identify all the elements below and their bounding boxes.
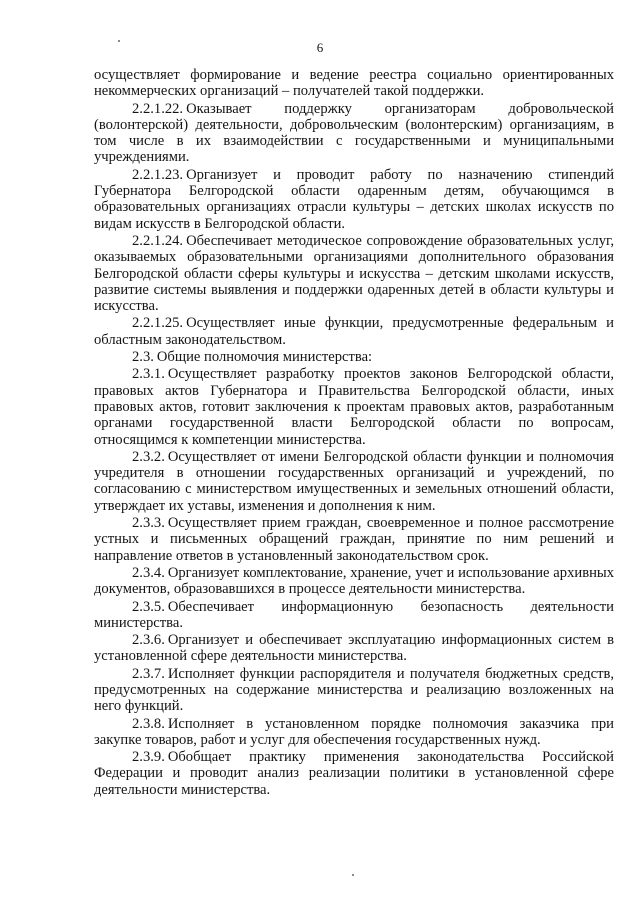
paragraph (94, 167, 614, 232)
clause-number: 2.3.9. (132, 749, 165, 766)
scan-speck (352, 874, 354, 876)
paragraph (94, 565, 614, 598)
scan-speck (118, 40, 120, 42)
paragraph (94, 599, 614, 632)
clause-number: 2.3. (132, 349, 154, 366)
paragraph (94, 666, 614, 715)
clause-number: 2.3.2. (132, 448, 165, 465)
clause-text: Осуществляет прием граждан, своевременное и полное рассмотрение устных и письменных обращений граждан, принятие по ним решений и направление ответов в установленный законодательством срок. (94, 515, 614, 564)
clause-number: 2.3.1. (132, 366, 165, 383)
paragraph (94, 315, 614, 348)
paragraph (94, 233, 614, 314)
document-body (94, 67, 614, 799)
paragraph (94, 632, 614, 665)
clause-text: Организует и проводит работу по назначению стипендий Губернатора Белгородской области одаренным детям, обучающимся в образовательных организациях отрасли культуры – детских школах искусств по видам искусств в Белгородской области. (94, 166, 614, 232)
clause-number: 2.2.1.24. (132, 232, 184, 249)
clause-number: 2.3.5. (132, 598, 165, 615)
page-number: 6 (316, 40, 324, 55)
paragraph (94, 67, 614, 100)
clause-text: осуществляет формирование и ведение реестра социально ориентированных некоммерческих организаций – получателей такой поддержки. (94, 67, 614, 100)
clause-number: 2.2.1.25. (132, 315, 184, 332)
clause-text: Исполняет в установленном порядке полномочия заказчика при закупке товаров, работ и услуг для обеспечения государственных нужд. (94, 715, 614, 748)
clause-text: Общие полномочия министерства: (156, 349, 373, 366)
paragraph (94, 716, 614, 749)
clause-number: 2.3.7. (132, 665, 165, 682)
paragraph (94, 449, 614, 514)
clause-text: Исполняет функции распорядителя и получателя бюджетных средств, предусмотренных на содержание министерства и реализацию возложенных на него функций. (94, 665, 614, 715)
clause-text: Осуществляет от имени Белгородской области функции и полномочия учредителя в отношении государственных организаций и учреждений, по согласованию с министерством имущественных и земельных отношений области, утверждает их уставы, изменения и дополнения к ним. (94, 448, 614, 514)
clause-text: Обобщает практику применения законодательства Российской Федерации и проводит анализ реализации политики в установленной сфере деятельности министерства. (94, 749, 614, 798)
paragraph (94, 749, 614, 798)
paragraph (94, 515, 614, 564)
clause-number: 2.3.3. (132, 515, 165, 532)
clause-number: 2.3.6. (132, 632, 165, 649)
clause-text: Оказывает поддержку организаторам добровольческой (волонтерской) деятельности, добровольческим (волонтерским) организациям, в том числе в их взаимодействии с государственными и муниципальными учреждениями. (94, 100, 614, 166)
clause-text: Осуществляет иные функции, предусмотренные федеральным и областным законодательством. (94, 315, 614, 348)
clause-number: 2.2.1.22. (132, 100, 184, 117)
paragraph (94, 366, 614, 447)
clause-text: Организует комплектование, хранение, учет и использование архивных документов, образовавшихся в процессе деятельности министерства. (94, 564, 614, 598)
clause-number: 2.3.4. (132, 564, 165, 581)
paragraph (94, 349, 614, 365)
clause-number: 2.3.8. (132, 715, 165, 732)
clause-number: 2.2.1.23. (132, 166, 184, 183)
paragraph (94, 101, 614, 166)
clause-text: Обеспечивает информационную безопасность деятельности министерства. (94, 598, 614, 631)
clause-text: Организует и обеспечивает эксплуатацию информационных систем в установленной сфере деятельности министерства. (94, 632, 614, 665)
clause-text: Обеспечивает методическое сопровождение образовательных услуг, оказываемых образовательными организациями дополнительного образования Белгородской области сферы культуры и искусства – детским школами искусств, развитие системы выявления и поддержки одаренных детей в области культуры и искусства. (94, 232, 614, 315)
clause-text: Осуществляет разработку проектов законов Белгородской области, правовых актов Губернатора и Правительства Белгородской области, иных правовых актов, готовит заключения к проектам правовых актов, разработанным органами государственной власти Белгородской области по вопросам, относящимся к компетенции министерства. (94, 366, 614, 448)
